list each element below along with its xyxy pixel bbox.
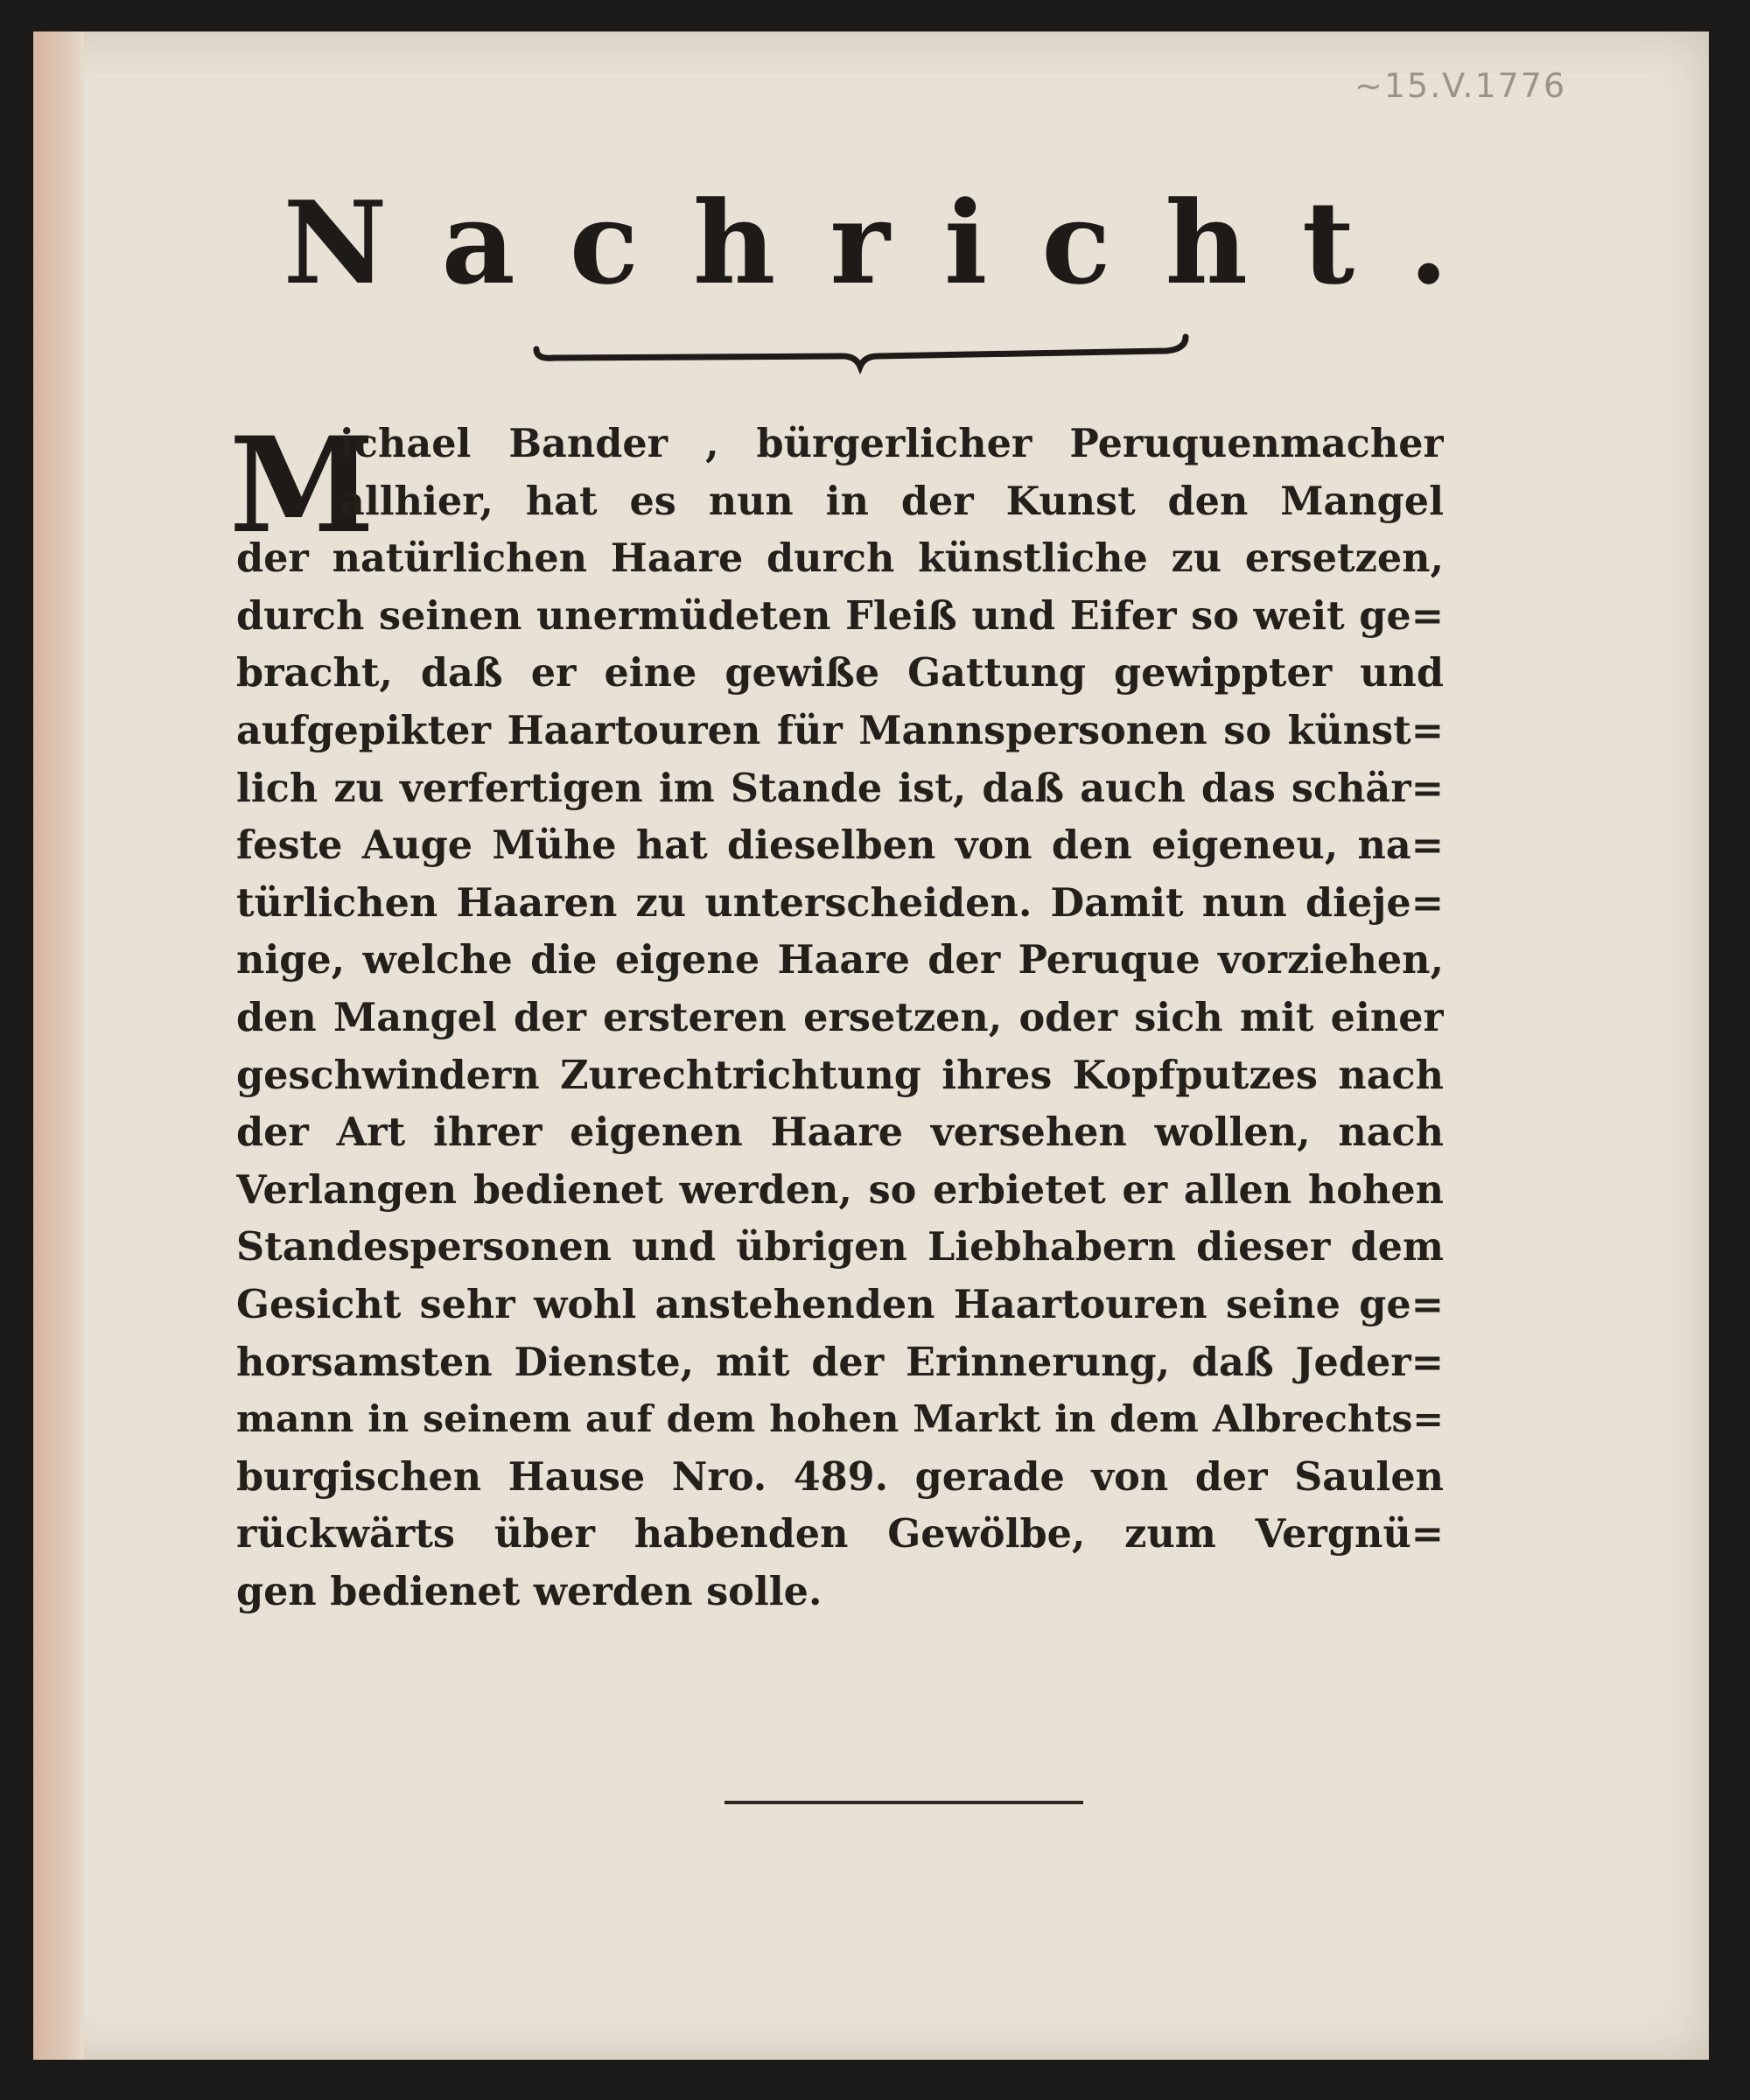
text-line: lich zu verfertigen im Stande ist, daß auch das schär= — [236, 765, 1444, 811]
text-line: den Mangel der ersteren ersetzen, oder sich mit einer — [236, 994, 1444, 1040]
text-line: bracht, daß er eine gewiße Gattung gewippter und — [236, 650, 1444, 696]
closing-rule — [724, 1801, 1083, 1804]
paper-edge-stain — [33, 32, 84, 2060]
text-line: mann in seinem auf dem hohen Markt in dem Albrechts= — [236, 1397, 1444, 1442]
text-line: türlichen Haaren zu unterscheiden. Damit nun dieje= — [236, 879, 1444, 926]
text-line: rückwärts über habenden Gewölbe, zum Vergnü= — [236, 1511, 1444, 1558]
text-line: burgischen Hause Nro. 489. gerade von der Saulen — [236, 1453, 1444, 1500]
text-line: geschwindern Zurechtrichtung ihres Kopfputzes nach — [236, 1052, 1444, 1098]
text-line: durch seinen unermüdeten Fleiß und Eifer so weit ge= — [236, 592, 1444, 639]
text-line: horsamsten Dienste, mit der Erinnerung, daß Jeder= — [236, 1339, 1444, 1385]
text-line: nige, welche die eigene Haare der Peruque vorziehen, — [236, 937, 1444, 984]
text-line: Standespersonen und übrigen Liebhabern dieser dem — [236, 1224, 1444, 1270]
text-line: Gesicht sehr wohl anstehenden Haartouren seine ge= — [236, 1281, 1444, 1327]
title-ornament-rule — [528, 325, 1193, 377]
drop-cap: M — [229, 409, 375, 563]
text-line: der natürlichen Haare durch künstliche zu ersetzen, — [236, 536, 1444, 582]
text-line: allhier, hat es nun in der Kunst den Mangel — [340, 478, 1444, 524]
text-line: feste Auge Mühe hat dieselben von den eigeneu, na= — [236, 822, 1444, 869]
text-line: der Art ihrer eigenen Haare versehen wollen, nach — [236, 1110, 1444, 1156]
text-line: Verlangen bedienet werden, so erbietet er allen hohen — [236, 1166, 1444, 1213]
text-line: gen bedienet werden solle. — [236, 1568, 822, 1614]
page-title: Nachricht. — [283, 176, 1503, 310]
notice-body — [236, 416, 1444, 1620]
handwritten-date-annotation: ~15.V.1776 — [1354, 66, 1567, 105]
text-line: ichael Bander , bürgerlicher Peruquenmacher — [340, 421, 1444, 466]
text-line: aufgepikter Haartouren für Mannspersonen so künst= — [236, 707, 1444, 753]
